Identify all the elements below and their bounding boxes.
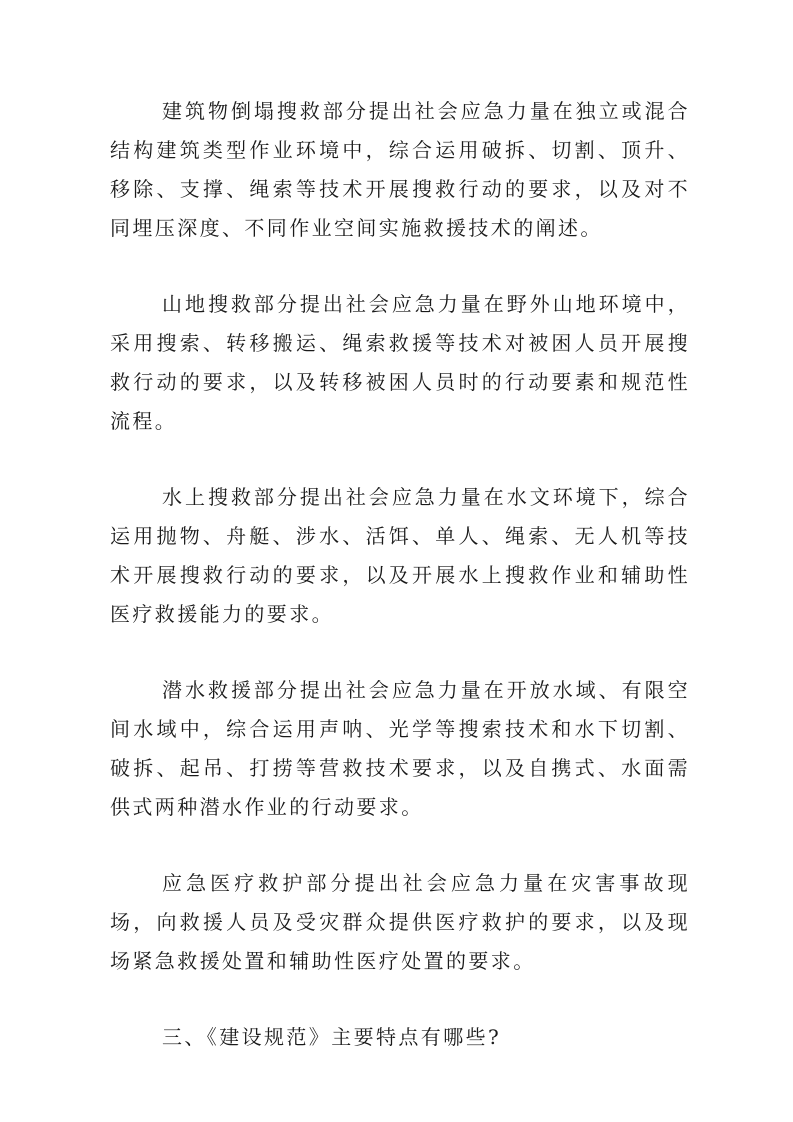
paragraph-building-collapse-rescue: 建筑物倒塌搜救部分提出社会应急力量在独立或混合结构建筑类型作业环境中，综合运用破拆、切割、顶升、移除、支撑、绳索等技术开展搜救行动的要求，以及对不同埋压深度、不同作业空间实施救援技术的阐述。 [110, 99, 690, 240]
document-body [110, 92, 690, 1057]
paragraph-emergency-medical: 应急医疗救护部分提出社会应急力量在灾害事故现场，向救援人员及受灾群众提供医疗救护的要求，以及现场紧急救援处置和辅助性医疗处置的要求。 [110, 871, 690, 973]
paragraph-water-rescue: 水上搜救部分提出社会应急力量在水文环境下，综合运用抛物、舟艇、涉水、活饵、单人、绳索、无人机等技术开展搜救行动的要求，以及开展水上搜救作业和辅助性医疗救援能力的要求。 [110, 485, 690, 626]
paragraph-diving-rescue: 潜水救援部分提出社会应急力量在开放水域、有限空间水域中，综合运用声呐、光学等搜索技术和水下切割、破拆、起吊、打捞等营救技术要求，以及自携式、水面需供式两种潜水作业的行动要求。 [110, 678, 690, 819]
paragraph-mountain-rescue: 山地搜救部分提出社会应急力量在野外山地环境中，采用搜索、转移搬运、绳索救援等技术对被困人员开展搜救行动的要求，以及转移被困人员时的行动要素和规范性流程。 [110, 292, 690, 433]
section-heading: 三、《建设规范》主要特点有哪些? [162, 1025, 502, 1049]
